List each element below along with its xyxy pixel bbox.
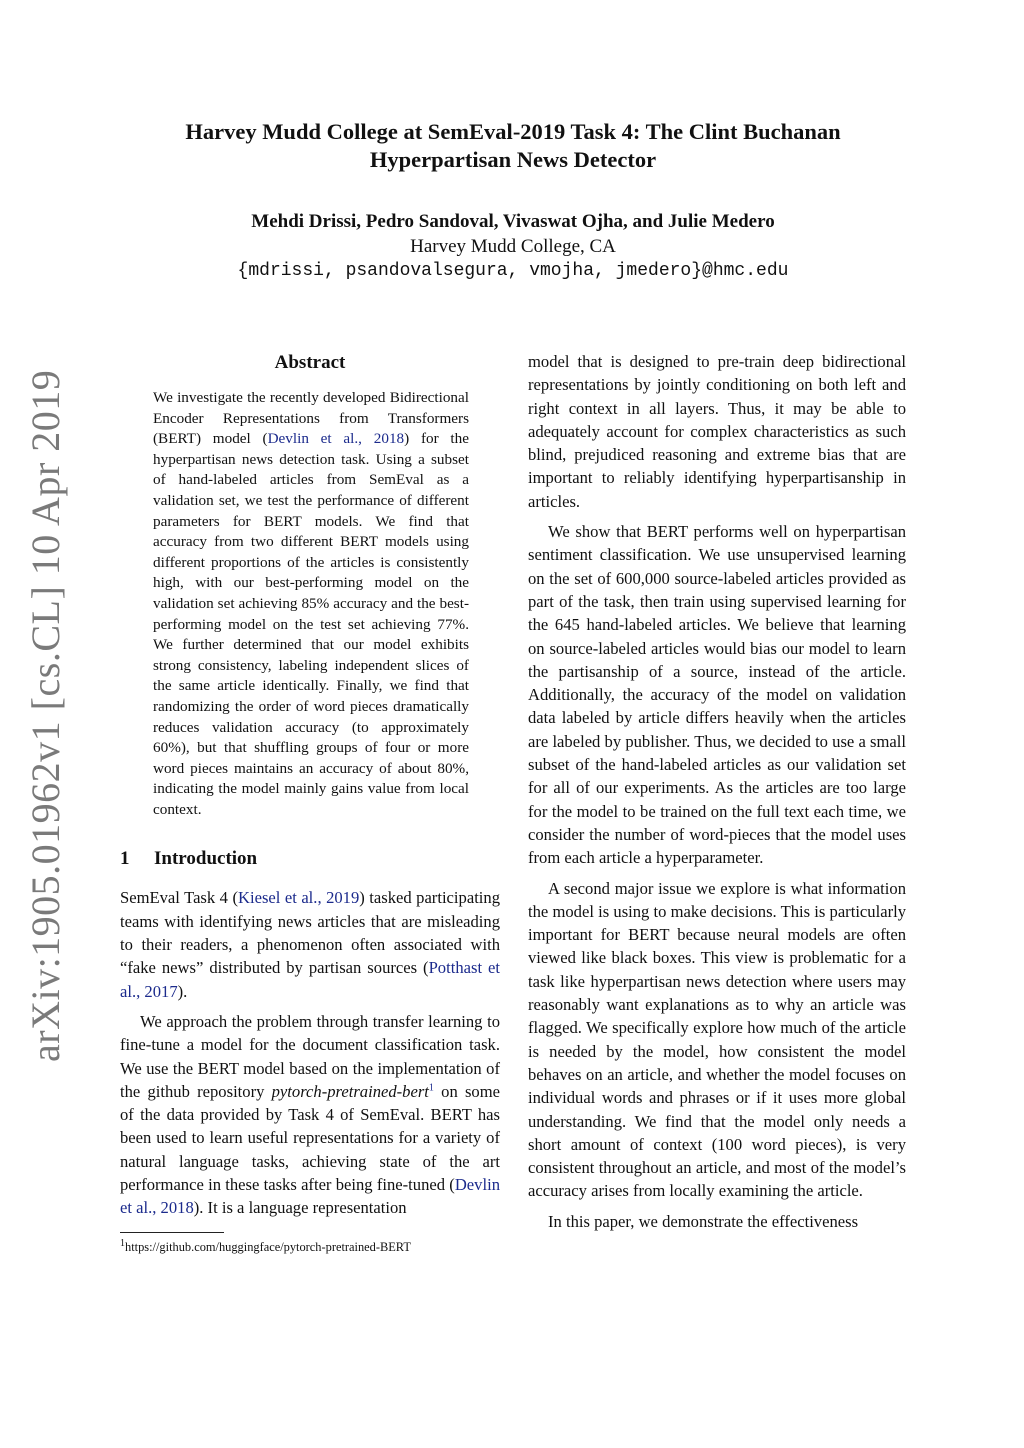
- citation-link[interactable]: Devlin et al., 2018: [120, 1175, 500, 1218]
- footnote-divider: [120, 1232, 224, 1233]
- left-column: [120, 350, 500, 1255]
- body-paragraph: model that is designed to pre-train deep bidirectional representations by jointly conditioning on both left and right context in all layers. Thus, it may be able to adequately account for complex characteristics as such blind, prejudiced reasoning and extreme bias that are important to reliably identifying hyperpartisanship in articles.: [528, 352, 906, 511]
- citation-year: 2017: [144, 981, 178, 1001]
- citation-link[interactable]: Potthast et al., 2017: [120, 958, 500, 1001]
- abstract-heading: Abstract: [274, 352, 346, 373]
- intro-paragraph-1: [120, 886, 500, 1002]
- author-names: Mehdi Drissi, Pedro Sandoval, Vivaswat Ojha, and Julie Medero: [251, 211, 775, 232]
- author-emails: {mdrissi, psandovalsegura, vmojha, jmedero}@hmc.edu: [237, 261, 789, 281]
- paragraph-text: ).: [177, 981, 188, 1001]
- paragraph-text: We approach the problem through transfer learning to fine-tune a model for the document classification task. We use the BERT model based on the implementation of the github repository: [120, 1011, 500, 1101]
- abstract-text-part: We investigate the recently developed Bidirectional Encoder Representations from Transformers (BERT) model (: [153, 389, 469, 448]
- author-block: [120, 210, 906, 284]
- citation-author: Potthast et al.: [120, 958, 500, 1001]
- citation-year: 2018: [160, 1198, 194, 1218]
- paper-title: [120, 118, 906, 174]
- paragraph-text: on some of the data provided by Task 4 of SemEval. BERT has been used to learn useful representations for a variety of natural language tasks, achieving state of the art performance in these tasks after being fine-tuned (: [120, 1081, 500, 1195]
- paragraph-text: ) tasked participating teams with identifying news articles that are misleading to their readers, a phenomenon often associated with “fake news” distributed by partisan sources (: [120, 888, 501, 978]
- body-paragraph: We show that BERT performs well on hyperpartisan sentiment classification. We use unsupervised learning on the set of 600,000 source-labeled articles provided as part of the task, then train using supervised learning for the 645 hand-labeled articles. We believe that learning on source-labeled articles would bias our model to learn the partisanship of a source, instead of the article. Additionally, the accuracy of the model on validation data labeled by article differs heavily when the articles are labeled by publisher. Thus, we decided to use a small subset of the hand-labeled articles as our validation set for all of our experiments. As the articles are too large for the model to be trained on the full text each time, we consider the number of word-pieces that the model uses from each article a hyperparameter.: [528, 522, 906, 868]
- citation-year: 2019: [326, 888, 360, 908]
- abstract-body: [153, 388, 469, 820]
- repository-name: pytorch-pretrained-bert: [271, 1081, 429, 1101]
- title-line-1: Harvey Mudd College at SemEval-2019 Task 4: The Clint Buchanan: [185, 119, 841, 144]
- citation-year: 2018: [373, 430, 405, 448]
- intro-paragraph-2: [120, 1010, 500, 1220]
- citation-link[interactable]: Kiesel et al., 2019: [237, 888, 360, 908]
- section-heading-introduction: [120, 846, 500, 872]
- citation-author: Devlin et al.: [267, 430, 359, 448]
- section-number: 1: [120, 848, 130, 870]
- paragraph-text: ). It is a language representation: [193, 1198, 407, 1218]
- section-title: Introduction: [154, 848, 258, 870]
- affiliation: Harvey Mudd College, CA: [410, 235, 616, 257]
- body-paragraph: A second major issue we explore is what information the model is using to make decisions. This is particularly important for BERT because neural models are often viewed like black boxes. This view is problematic for a task like hyperpartisan news detection where users may reasonably want explanations as to why an article was flagged. We specifically explore how much of the article is needed by the model, how consistent the model behaves on an article, and whether the model focuses on individual words and phrases or if it uses more global understanding. We find that the model only needs a short amount of context (100 word pieces), is very consistent throughout an article, and most of the model’s accuracy arises from locally examining the article.: [528, 878, 906, 1201]
- citation-link[interactable]: Devlin et al., 2018: [267, 430, 405, 448]
- footnote: [120, 1239, 500, 1255]
- abstract-text-part: ) for the hyperpartisan news detection task. Using a subset of hand-labeled articles from SemEval as a validation set, we test the performance of different parameters for BERT models. We find that accuracy from two different BERT models using different proportions of the articles is consistently high, with our best-performing model on the validation set achieving 85% accuracy and the best-performing model on the test set achieving 77%. We further determined that our model exhibits strong consistency, labeling independent slices of the same article identically. Finally, we find that randomizing the order of word pieces dramatically reduces validation accuracy (to approximately 60%), but that shuffling groups of four or more word pieces maintains an accuracy of about 80%, indicating the model mainly gains value from local context.: [153, 430, 469, 818]
- body-paragraph: In this paper, we demonstrate the effectiveness: [548, 1211, 859, 1231]
- title-line-2: Hyperpartisan News Detector: [369, 147, 657, 172]
- right-column: [528, 350, 906, 1233]
- footnote-marker[interactable]: 1: [428, 1082, 434, 1094]
- arxiv-identifier: arXiv:1905.01962v1 [cs.CL] 10 Apr 2019: [23, 369, 68, 1062]
- paragraph-text: SemEval Task 4 (: [120, 888, 238, 908]
- citation-author: Devlin et al.: [120, 1175, 500, 1218]
- footnote-number: 1: [120, 1237, 125, 1249]
- citation-author: Kiesel et al.: [237, 888, 318, 908]
- footnote-url[interactable]: https://github.com/huggingface/pytorch-pretrained-BERT: [125, 1239, 411, 1254]
